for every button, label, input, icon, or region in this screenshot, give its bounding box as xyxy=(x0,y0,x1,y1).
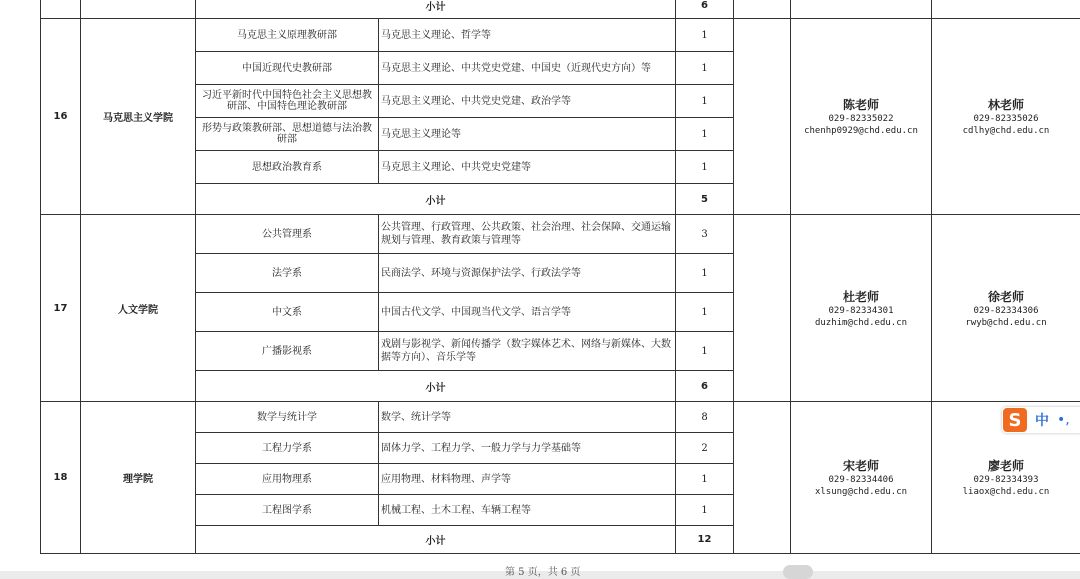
position-count: 1 xyxy=(676,254,734,293)
department: 形势与政策教研部、思想道德与法治教研部 xyxy=(196,118,379,151)
contact-phone: 029-82334406 xyxy=(793,474,929,486)
contact-primary xyxy=(791,215,932,402)
major-requirement: 马克思主义理论等 xyxy=(379,118,676,151)
contact-secondary xyxy=(932,19,1080,215)
major-requirement: 民商法学、环境与资源保护法学、行政法学等 xyxy=(379,254,676,293)
contact-phone: 029-82334393 xyxy=(934,474,1078,486)
contact-name: 杜老师 xyxy=(793,288,929,305)
sogou-logo-icon[interactable]: S xyxy=(1003,408,1027,432)
position-count: 1 xyxy=(676,495,734,526)
department: 广播影视系 xyxy=(196,332,379,371)
position-count: 1 xyxy=(676,464,734,495)
department: 应用物理系 xyxy=(196,464,379,495)
department: 数学与统计学 xyxy=(196,402,379,433)
contact-email: xlsung@chd.edu.cn xyxy=(793,486,929,498)
position-count: 1 xyxy=(676,52,734,85)
scroll-indicator[interactable] xyxy=(783,565,813,579)
contact-primary xyxy=(791,402,932,554)
college-name: 人文学院 xyxy=(81,215,196,402)
contact-name: 宋老师 xyxy=(793,457,929,474)
contact-name: 廖老师 xyxy=(934,457,1078,474)
recruitment-table xyxy=(40,0,1080,554)
contact-email: rwyb@chd.edu.cn xyxy=(934,317,1078,329)
position-count: 1 xyxy=(676,85,734,118)
position-count: 8 xyxy=(676,402,734,433)
major-requirement: 马克思主义理论、中共党史党建、政治学等 xyxy=(379,85,676,118)
table-row xyxy=(41,0,1080,19)
subtotal-label: 小计 xyxy=(196,0,676,19)
table-row xyxy=(41,215,1080,254)
contact-name: 徐老师 xyxy=(934,288,1078,305)
empty-cell xyxy=(734,19,791,215)
major-requirement: 数学、统计学等 xyxy=(379,402,676,433)
department: 中国近现代史教研部 xyxy=(196,52,379,85)
major-requirement: 中国古代文学、中国现当代文学、语言学等 xyxy=(379,293,676,332)
contact-email: duzhim@chd.edu.cn xyxy=(793,317,929,329)
contact-phone: 029-82335026 xyxy=(934,113,1078,125)
department: 习近平新时代中国特色社会主义思想教研部、中国特色理论教研部 xyxy=(196,85,379,118)
contact-email: chenhp0929@chd.edu.cn xyxy=(793,125,929,137)
department: 工程图学系 xyxy=(196,495,379,526)
position-count: 3 xyxy=(676,215,734,254)
row-number: 16 xyxy=(41,19,81,215)
contact-phone: 029-82334306 xyxy=(934,305,1078,317)
contact-email: cdlhy@chd.edu.cn xyxy=(934,125,1078,137)
major-requirement: 戏剧与影视学、新闻传播学（数字媒体艺术、网络与新媒体、大数据等方向）、音乐学等 xyxy=(379,332,676,371)
subtotal-label: 小计 xyxy=(196,526,676,554)
major-requirement: 公共管理、行政管理、公共政策、社会治理、社会保障、交通运输规划与管理、教育政策与管理等 xyxy=(379,215,676,254)
subtotal-label: 小计 xyxy=(196,371,676,402)
department: 法学系 xyxy=(196,254,379,293)
ime-punctuation-toggle[interactable]: •, xyxy=(1057,412,1070,428)
subtotal-count: 12 xyxy=(676,526,734,554)
table-row xyxy=(41,402,1080,433)
contact-phone: 029-82334301 xyxy=(793,305,929,317)
position-count: 1 xyxy=(676,118,734,151)
empty-cell xyxy=(734,215,791,402)
major-requirement: 马克思主义理论、中共党史党建等 xyxy=(379,151,676,184)
department: 思想政治教育系 xyxy=(196,151,379,184)
major-requirement: 马克思主义理论、中共党史党建、中国史（近现代史方向）等 xyxy=(379,52,676,85)
ime-mode-toggle[interactable]: 中 xyxy=(1035,410,1049,430)
subtotal-label: 小计 xyxy=(196,184,676,215)
college-name: 马克思主义学院 xyxy=(81,19,196,215)
department: 中文系 xyxy=(196,293,379,332)
subtotal-count: 6 xyxy=(676,371,734,402)
ime-toolbar[interactable] xyxy=(1002,407,1080,433)
contact-secondary xyxy=(932,215,1080,402)
major-requirement: 应用物理、材料物理、声学等 xyxy=(379,464,676,495)
position-count: 1 xyxy=(676,293,734,332)
subtotal-count: 5 xyxy=(676,184,734,215)
college-name: 理学院 xyxy=(81,402,196,554)
major-requirement: 机械工程、土木工程、车辆工程等 xyxy=(379,495,676,526)
position-count: 1 xyxy=(676,151,734,184)
department: 马克思主义原理教研部 xyxy=(196,19,379,52)
position-count: 1 xyxy=(676,332,734,371)
major-requirement: 固体力学、工程力学、一般力学与力学基础等 xyxy=(379,433,676,464)
contact-phone: 029-82335022 xyxy=(793,113,929,125)
contact-name: 陈老师 xyxy=(793,96,929,113)
contact-email: liaox@chd.edu.cn xyxy=(934,486,1078,498)
subtotal-count: 6 xyxy=(676,0,734,19)
department: 公共管理系 xyxy=(196,215,379,254)
table-row xyxy=(41,19,1080,52)
row-number: 18 xyxy=(41,402,81,554)
position-count: 1 xyxy=(676,19,734,52)
department: 工程力学系 xyxy=(196,433,379,464)
contact-name: 林老师 xyxy=(934,96,1078,113)
position-count: 2 xyxy=(676,433,734,464)
row-number: 17 xyxy=(41,215,81,402)
page-footer: 第 5 页，共 6 页 xyxy=(505,563,580,578)
contact-primary xyxy=(791,19,932,215)
empty-cell xyxy=(734,402,791,554)
major-requirement: 马克思主义理论、哲学等 xyxy=(379,19,676,52)
